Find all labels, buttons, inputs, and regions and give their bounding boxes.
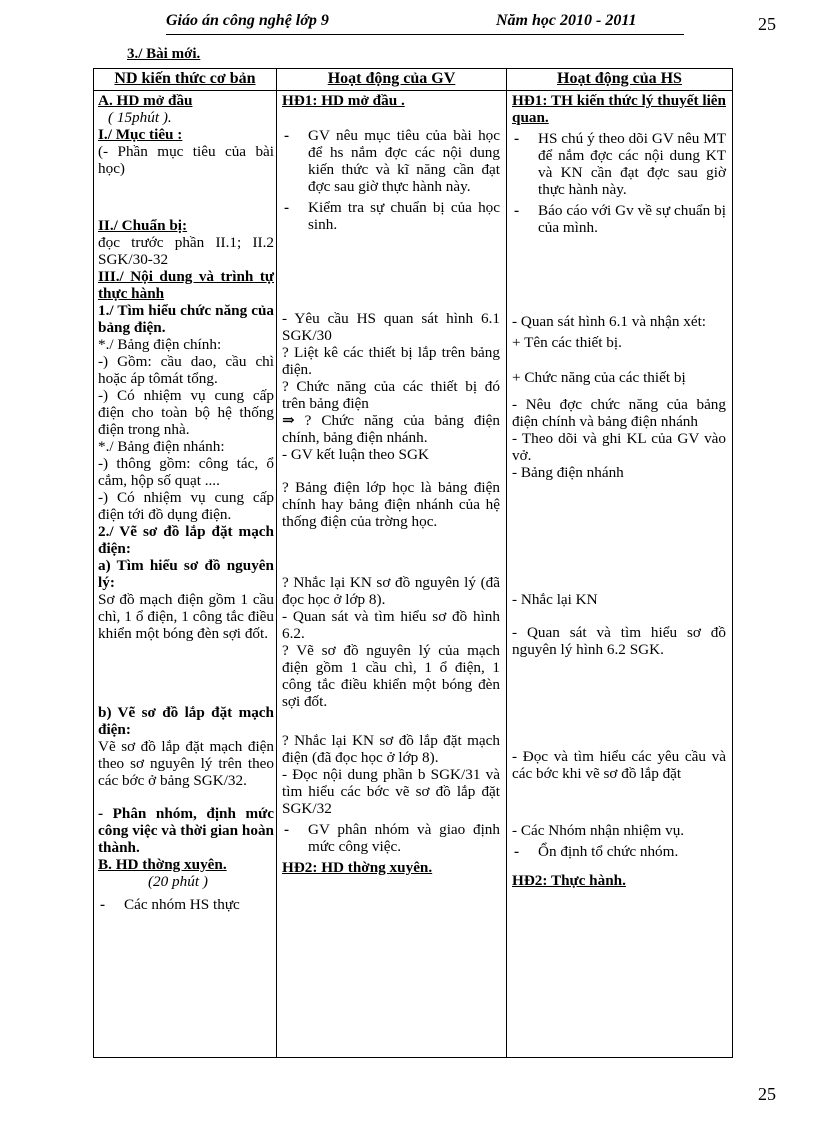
- student-answer: - Các Nhóm nhận nhiệm vụ.: [512, 822, 685, 839]
- student-bullet-item: - Ổn định tổ chức nhóm.: [512, 843, 726, 860]
- teacher-question: - Quan sát và tìm hiểu sơ đồ hình 6.2.: [282, 608, 500, 642]
- section-b-time: (20 phút ): [148, 873, 208, 890]
- col1-bullet-item: - Các nhóm HS thực: [98, 896, 274, 913]
- student-answer: - Quan sát và tìm hiểu sơ đồ nguyên lý hình 6.2 SGK.: [512, 624, 726, 658]
- student-answer: - Nhắc lại KN: [512, 591, 598, 608]
- student-answer: - Quan sát hình 6.1 và nhận xét:: [512, 313, 707, 330]
- part1-line: -) Có nhiệm vụ cung cấp điện cho toàn bộ hệ thống điện trong nhà.: [98, 387, 274, 438]
- teacher-bullet-item: - GV nêu mục tiêu của bài học để hs nắm đợc các nội dung kiến thức và kĩ năng cần đạt đợc sau giờ thực hành này.: [282, 127, 500, 195]
- part1-line: *./ Bảng điện nhánh:: [98, 438, 225, 455]
- teacher-question: ? Liệt kê các thiết bị lắp trên bảng điện.: [282, 344, 500, 378]
- objectives-heading: I./ Mục tiêu :: [98, 126, 183, 143]
- part1-line: *./ Bảng điện chính:: [98, 336, 222, 353]
- teacher-question: - GV kết luận theo SGK: [282, 446, 429, 463]
- teacher-column: [282, 92, 500, 876]
- content-column: [98, 92, 274, 913]
- teacher-question: ? Chức năng của các thiết bị đó trên bảng điện: [282, 378, 500, 412]
- section-a-time: ( 15phút ).: [108, 109, 172, 126]
- page-header: [166, 12, 684, 35]
- part2-title: 2./ Vẽ sơ đồ lắp đặt mạch điện:: [98, 523, 274, 557]
- teacher-bullet-item: - Kiểm tra sự chuẩn bị của học sinh.: [282, 199, 500, 233]
- student-bullet-item: - Báo cáo với Gv về sự chuẩn bị của mình.: [512, 202, 726, 236]
- objectives-text: (- Phần mục tiêu của bài học): [98, 143, 274, 177]
- preparation-text: đọc trước phần II.1; II.2 SGK/30-32: [98, 234, 274, 268]
- page-number-top: 25: [758, 14, 776, 34]
- header-row-divider: [94, 90, 732, 91]
- student-activity2-title: HĐ2: Thực hành.: [512, 872, 626, 889]
- teacher-question: - Yêu cầu HS quan sát hình 6.1 SGK/30: [282, 310, 500, 344]
- student-answer: - Bảng điện nhánh: [512, 464, 624, 481]
- column-divider: [506, 69, 507, 1057]
- part2a-title: a) Tìm hiểu sơ đồ nguyên lý:: [98, 557, 274, 591]
- teacher-question: ⇒ ? Chức năng của bảng điện chính, bảng điện nhánh.: [282, 412, 500, 446]
- student-activity1-title: HĐ1: TH kiến thức lý thuyết liên quan.: [512, 92, 726, 126]
- col-header-content: ND kiến thức cơ bản: [114, 70, 256, 87]
- content-heading: III./ Nội dung và trình tự thực hành: [98, 268, 274, 302]
- column-divider: [276, 69, 277, 1057]
- part2b-title: b) Vẽ sơ đồ lắp đặt mạch điện:: [98, 704, 274, 738]
- student-answer: - Nêu đợc chức năng của bảng điện chính và bảng điện nhánh: [512, 396, 726, 430]
- preparation-heading: II./ Chuẩn bị:: [98, 217, 188, 234]
- arrow-icon: ⇒: [282, 412, 295, 429]
- col-header-teacher: Hoạt động của GV: [327, 70, 456, 87]
- student-column: [512, 92, 726, 889]
- part2a-text: Sơ đồ mạch điện gồm 1 cầu chì, 1 ổ điện, 1 công tắc điều khiển một bóng đèn sợi đốt.: [98, 591, 274, 642]
- section-a-title: A. HD mở đầu: [98, 92, 193, 109]
- section-title: 3./ Bài mới.: [127, 46, 201, 62]
- part1-line: -) thông gồm: công tác, ổ cắm, hộp số quạt ....: [98, 455, 274, 489]
- section-b-title: B. HD thờng xuyên.: [98, 856, 227, 873]
- teacher-bullet-item: - GV phân nhóm và giao định mức công việc.: [282, 821, 500, 855]
- teacher-activity1-title: HĐ1: HD mở đầu .: [282, 92, 405, 109]
- student-bullet-item: - HS chú ý theo dõi GV nêu MT để nắm đợc các nội dung KT và KN cần đạt đợc sau giờ thực hành này.: [512, 130, 726, 198]
- teacher-question: ? Vẽ sơ đồ nguyên lý của mạch điện gồm 1 cầu chì, 1 ổ điện, 1 công tắc điều khiển một bóng đèn sợi đốt.: [282, 642, 500, 710]
- student-answer: + Tên các thiết bị.: [512, 334, 622, 351]
- student-answer: - Theo dõi và ghi KL của GV vào vở.: [512, 430, 726, 464]
- teacher-activity2-title: HĐ2: HD thờng xuyên.: [282, 859, 433, 876]
- lesson-table: [93, 68, 733, 1058]
- page-number-bottom: 25: [758, 1084, 776, 1104]
- teacher-question: ? Bảng điện lớp học là bảng điện chính hay bảng điện nhánh của hệ thống điện của trờng học.: [282, 479, 500, 530]
- part1-line: -) Có nhiệm vụ cung cấp điện tới đồ dụng điện.: [98, 489, 274, 523]
- teacher-question: ? Nhắc lại KN sơ đồ lắp đặt mạch điện (đã đọc học ở lớp 8).: [282, 732, 500, 766]
- student-answer: - Đọc và tìm hiểu các yêu cầu và các bớc khi vẽ sơ đồ lắp đặt: [512, 748, 726, 782]
- header-course-title: Giáo án công nghệ lớp 9: [166, 12, 329, 29]
- teacher-question: ? Nhắc lại KN sơ đồ nguyên lý (đã đọc học ở lớp 8).: [282, 574, 500, 608]
- part1-title: 1./ Tìm hiểu chức năng của bảng điện.: [98, 302, 274, 336]
- part1-line: -) Gồm: cầu dao, cầu chì hoặc áp tômát tổng.: [98, 353, 274, 387]
- teacher-question: - Đọc nội dung phần b SGK/31 và tìm hiểu các bớc vẽ sơ đồ lắp đặt SGK/32: [282, 766, 500, 817]
- header-school-year: Năm học 2010 - 2011: [496, 12, 637, 29]
- student-answer: + Chức năng của các thiết bị: [512, 369, 686, 386]
- part2b-text: Vẽ sơ đồ lắp đặt mạch điện theo sơ nguyên lý trên theo các bớc ở bảng SGK/32.: [98, 738, 274, 789]
- col-header-student: Hoạt động của HS: [557, 70, 682, 87]
- grouping-text: - Phân nhóm, định mức công việc và thời gian hoàn thành.: [98, 805, 274, 856]
